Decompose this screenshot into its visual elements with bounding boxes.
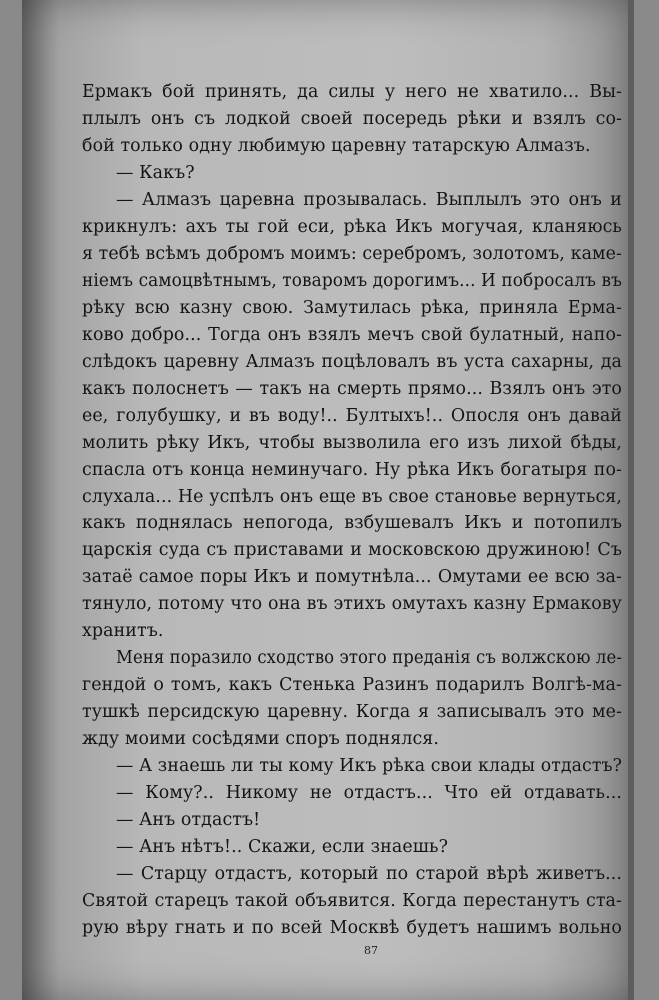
text-line: какъ полоснетъ — такъ на смерть прямо... Взялъ онъ это [82,378,622,399]
text-line: царскія суда съ приставами и московскою дружиною! Съ [82,540,622,561]
text-line: затаё самое поры Икъ и помутнѣла... Омутами ее всю за- [82,567,622,588]
text-line: жду моими сосѣдями споръ поднялся. [82,729,440,750]
book-page [22,0,634,1000]
text-line: я тебѣ всѣмъ добромъ моимъ: серебромъ, золотомъ, каме- [82,243,622,264]
text-line: гендой о томъ, какъ Стенька Разинъ подарилъ Волгѣ-ма- [82,675,622,696]
text-line: — Анъ нѣтъ!.. Скажи, если знаешь? [116,837,448,858]
text-line: ково добро... Тогда онъ взялъ мечъ свой булатный, напо- [82,324,622,345]
text-line: — Старцу отдастъ, который по старой вѣрѣ живетъ... [116,864,622,885]
text-line: какъ поднялась непогода, взбушевалъ Икъ и потопилъ [82,513,622,534]
text-line: ніемъ самоцвѣтнымъ, товаромъ дорогимъ... И побросалъ въ [82,270,622,291]
text-line: тушкѣ персидскую царевну. Когда я записывалъ это ме- [82,702,622,723]
text-line: слухала... Не успѣлъ онъ еще въ свое становье вернуться, [82,486,622,507]
text-line: хранитъ. [82,621,164,642]
text-line: рѣку всю казну свою. Замутилась рѣка, приняла Ерма- [82,297,622,318]
page-number: 87 [364,944,378,957]
text-line: крикнулъ: ахъ ты гой еси, рѣка Икъ могучая, кланяюсь [82,216,622,237]
text-line: Святой старецъ такой объявится. Когда перестанутъ ста- [82,891,622,912]
text-line: плылъ онъ съ лодкой своей посередь рѣки и взялъ со- [82,108,622,129]
text-line: рую вѣру гнать и по всей Москвѣ будетъ нашимъ вольно [82,918,622,938]
text-line: тянуло, потому что она въ этихъ омутахъ казну Ермакову [82,594,622,615]
text-line: — Какъ? [116,162,195,183]
text-line: — Алмазъ царевна прозывалась. Выплылъ это онъ и [116,189,622,210]
text-line: спасла отъ конца неминучаго. Ну рѣка Икъ богатыря по- [82,459,622,480]
text-line: — Анъ отдастъ! [116,810,261,831]
text-line: — Кому?.. Никому не отдастъ... Что ей отдавать... [116,783,622,804]
text-line: Ермакъ бой принять, да силы у него не хватило... Вы- [82,82,622,102]
text-line: ее, голубушку, и въ воду!.. Бултыхъ!.. Опосля онъ давай [82,405,622,426]
text-line: — А знаешь ли ты кому Икъ рѣка свои клады отдастъ? [116,756,622,777]
page-edge-shadow [628,0,634,1000]
text-line: слѣдокъ царевну Алмазъ поцѣловалъ въ уста сахарны, да [82,351,622,372]
text-line: молить рѣку Икъ, чтобы вызволила его изъ лихой бѣды, [82,432,622,453]
text-line: бой только одну любимую царевну татарскую Алмазъ. [82,135,591,156]
text-line: Меня поразило сходство этого преданія съ волжскою ле- [116,648,622,669]
